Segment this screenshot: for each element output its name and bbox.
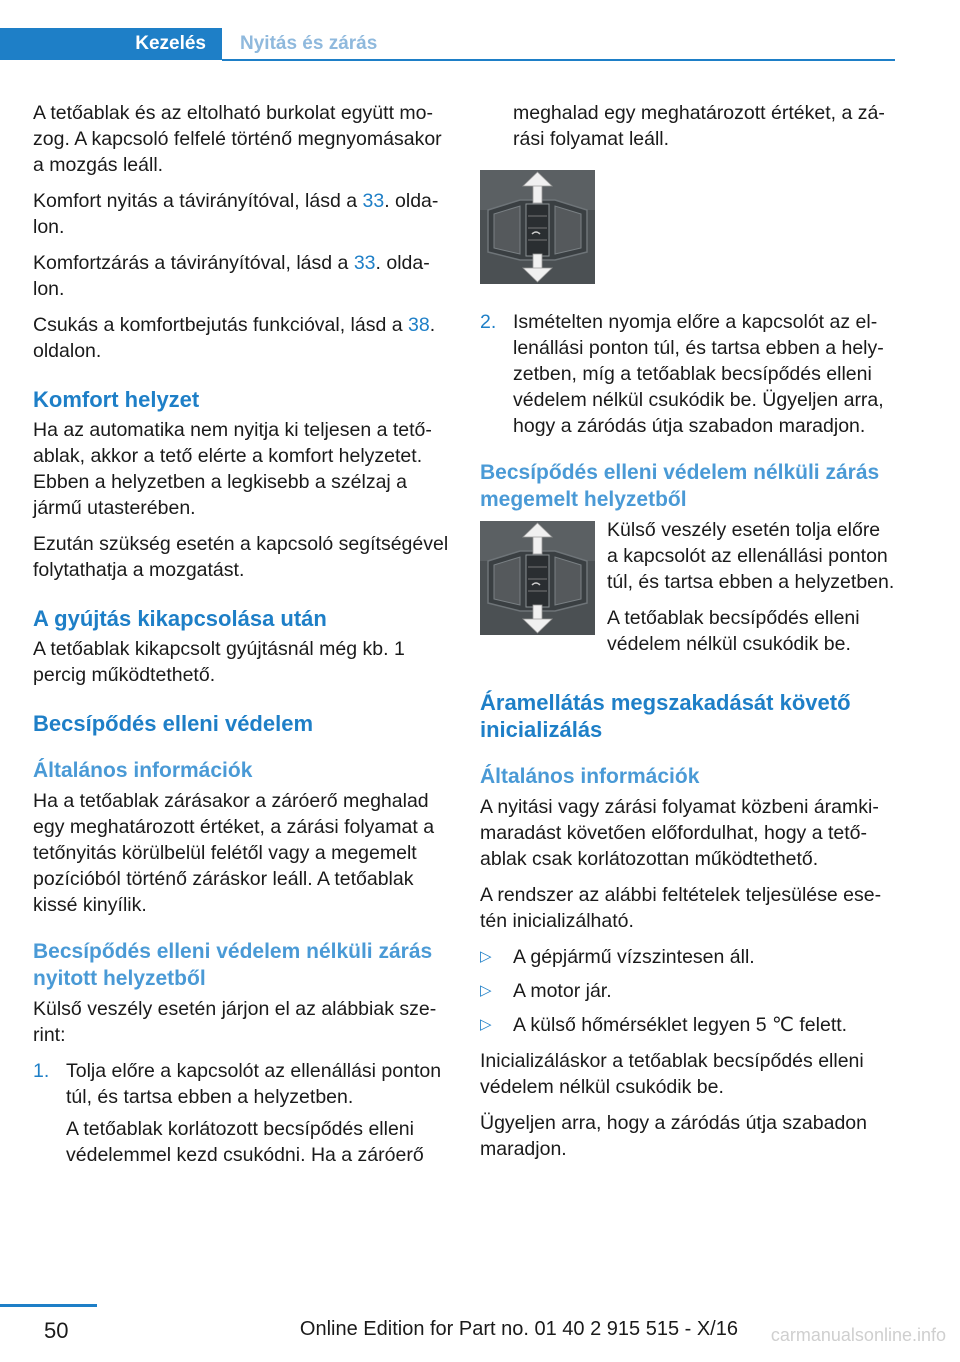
paragraph: A tetőablak becsípődés elleni védelem nélkül csukódik be. bbox=[607, 607, 860, 655]
steps-list bbox=[33, 1058, 451, 1168]
heading-altalanos-2: Általános információk bbox=[480, 765, 700, 788]
float-block bbox=[480, 517, 895, 667]
bullet-text: A motor jár. bbox=[513, 980, 612, 1002]
paragraph: A tetőablak és az eltolható burkolat együtt mozog. A kapcsoló felfelé történő megnyomásakor a mozgás leáll. bbox=[33, 102, 442, 176]
triangle-bullet-icon: ▷ bbox=[480, 948, 492, 965]
heading-becsipodes: Becsípődés elleni védelem bbox=[33, 711, 314, 736]
paragraph: Külső veszély esetén járjon el az alábbiak szerint: bbox=[33, 998, 437, 1046]
steps-list-2 bbox=[480, 309, 895, 439]
list-item bbox=[480, 944, 895, 970]
tab-nyitas-es-zaras[interactable] bbox=[240, 28, 377, 60]
heading-altalanos: Általános információk bbox=[33, 759, 253, 782]
page-number: 50 bbox=[44, 1318, 69, 1343]
conditions-list bbox=[480, 944, 895, 1038]
watermark: carmanualsonline.info bbox=[770, 1325, 946, 1345]
left-column bbox=[33, 100, 451, 1178]
list-item bbox=[480, 309, 895, 439]
paragraph-link-33-a bbox=[33, 188, 451, 240]
step-number: 1. bbox=[33, 1060, 50, 1082]
heading-gyujtas: A gyújtás kikapcsolása után bbox=[33, 606, 327, 631]
paragraph-link-38 bbox=[33, 312, 451, 364]
step-text: Tolja előre a kapcsolót az ellenállási ponton túl, és tartsa ebben a helyzetben. bbox=[66, 1060, 442, 1108]
page-link[interactable]: 33 bbox=[353, 252, 376, 274]
text: Csukás a komfortbejutás funkcióval, lásd a bbox=[33, 314, 409, 336]
bullet-text: A külső hőmérséklet legyen 5 ℃ felett. bbox=[513, 1014, 848, 1036]
right-column bbox=[480, 100, 895, 1172]
list-item bbox=[480, 978, 895, 1004]
step-number: 2. bbox=[480, 311, 497, 333]
step-continuation: meghalad egy meghatározott értéket, a zárási folyamat leáll. bbox=[513, 102, 885, 150]
heading-nyitott-helyzet: Becsípődés elleni védelem nélküli zárás nyitott helyzetből bbox=[33, 940, 433, 990]
text: . oldalon. bbox=[33, 314, 436, 362]
step-text: Ismételten nyomja előre a kapcsolót az ellenállási ponton túl, és tartsa ebben a helyzetben, míg a tetőablak becsípődés elleni védelem nélkül csukódik be. Ügyeljen arra, hogy a záródás útja szabadon maradjon. bbox=[513, 311, 884, 437]
paragraph: A nyitási vagy zárási folyamat közbeni áramkimaradást követően előfordulhat, hogy a tetőablak csak korlátozottan működtethető. bbox=[480, 796, 879, 870]
text: Komfortzárás a távirányítóval, lásd a bbox=[33, 252, 354, 274]
paragraph: Ügyeljen arra, hogy a záródás útja szabadon maradjon. bbox=[480, 1112, 867, 1160]
triangle-bullet-icon: ▷ bbox=[480, 982, 492, 999]
header-tabbar bbox=[0, 28, 895, 60]
triangle-bullet-icon: ▷ bbox=[480, 1016, 492, 1033]
bullet-text: A gépjármű vízszintesen áll. bbox=[513, 946, 755, 968]
tab-active-label: Kezelés bbox=[135, 33, 206, 54]
heading-komfort-helyzet: Komfort helyzet bbox=[33, 387, 200, 412]
page-link[interactable]: 33 bbox=[362, 190, 385, 212]
text: . oldalon. bbox=[33, 252, 430, 300]
paragraph: Ezután szükség esetén a kapcsoló segítségével folytathatja a mozgatást. bbox=[33, 533, 449, 581]
roof-switch-image bbox=[480, 170, 595, 284]
page-link[interactable]: 38 bbox=[408, 314, 430, 336]
tab-kezeles[interactable] bbox=[0, 28, 222, 60]
paragraph: A tetőablak kikapcsolt gyújtásnál még kb. 1 percig működtethető. bbox=[33, 638, 405, 686]
edition-text: Online Edition for Part no. 01 40 2 915 515 - X/16 bbox=[299, 1318, 738, 1340]
paragraph: Ha a tetőablak zárásakor a záróerő meghalad egy meghatározott értéket, a zárási folyamat a tetőnyitás körülbelül felétől vagy a megemelt pozícióból történő záráskor leáll. A tetőablak kissé kinyílik. bbox=[33, 790, 435, 916]
list-item bbox=[480, 1012, 895, 1038]
paragraph: Ha az automatika nem nyitja ki teljesen a tetőablak, akkor a tető elérte a komfort helyzetet. Ebben a helyzetben a legkisebb a szélzaj a jármű utasterében. bbox=[33, 419, 432, 519]
paragraph: A rendszer az alábbi feltételek teljesülése esetén inicializálható. bbox=[480, 884, 882, 932]
paragraph: Külső veszély esetén tolja előre a kapcsolót az ellenállási ponton túl, és tartsa ebben a helyzetben. bbox=[607, 519, 895, 593]
heading-megemelt-helyzet: Becsípődés elleni védelem nélküli zárás megemelt helyzetből bbox=[480, 461, 880, 511]
tab-underline bbox=[222, 59, 895, 61]
heading-aramellatas: Áramellátás megszakadását követő inicializálás bbox=[480, 690, 851, 742]
text: Komfort nyitás a távirányítóval, lásd a bbox=[33, 190, 363, 212]
footer-accent-line bbox=[0, 1304, 97, 1307]
paragraph: Inicializáláskor a tetőablak becsípődés elleni védelem nélkül csukódik be. bbox=[480, 1050, 864, 1098]
tab-inactive-label: Nyitás és zárás bbox=[240, 33, 378, 54]
paragraph-link-33-b bbox=[33, 250, 451, 302]
switch-image bbox=[480, 170, 895, 291]
list-item bbox=[33, 1058, 451, 1168]
roof-switch-image bbox=[480, 521, 595, 635]
step-subtext: A tetőablak korlátozott becsípődés elleni védelemmel kezd csukódni. Ha a záróerő bbox=[66, 1118, 424, 1166]
text: . oldalon. bbox=[33, 190, 439, 238]
